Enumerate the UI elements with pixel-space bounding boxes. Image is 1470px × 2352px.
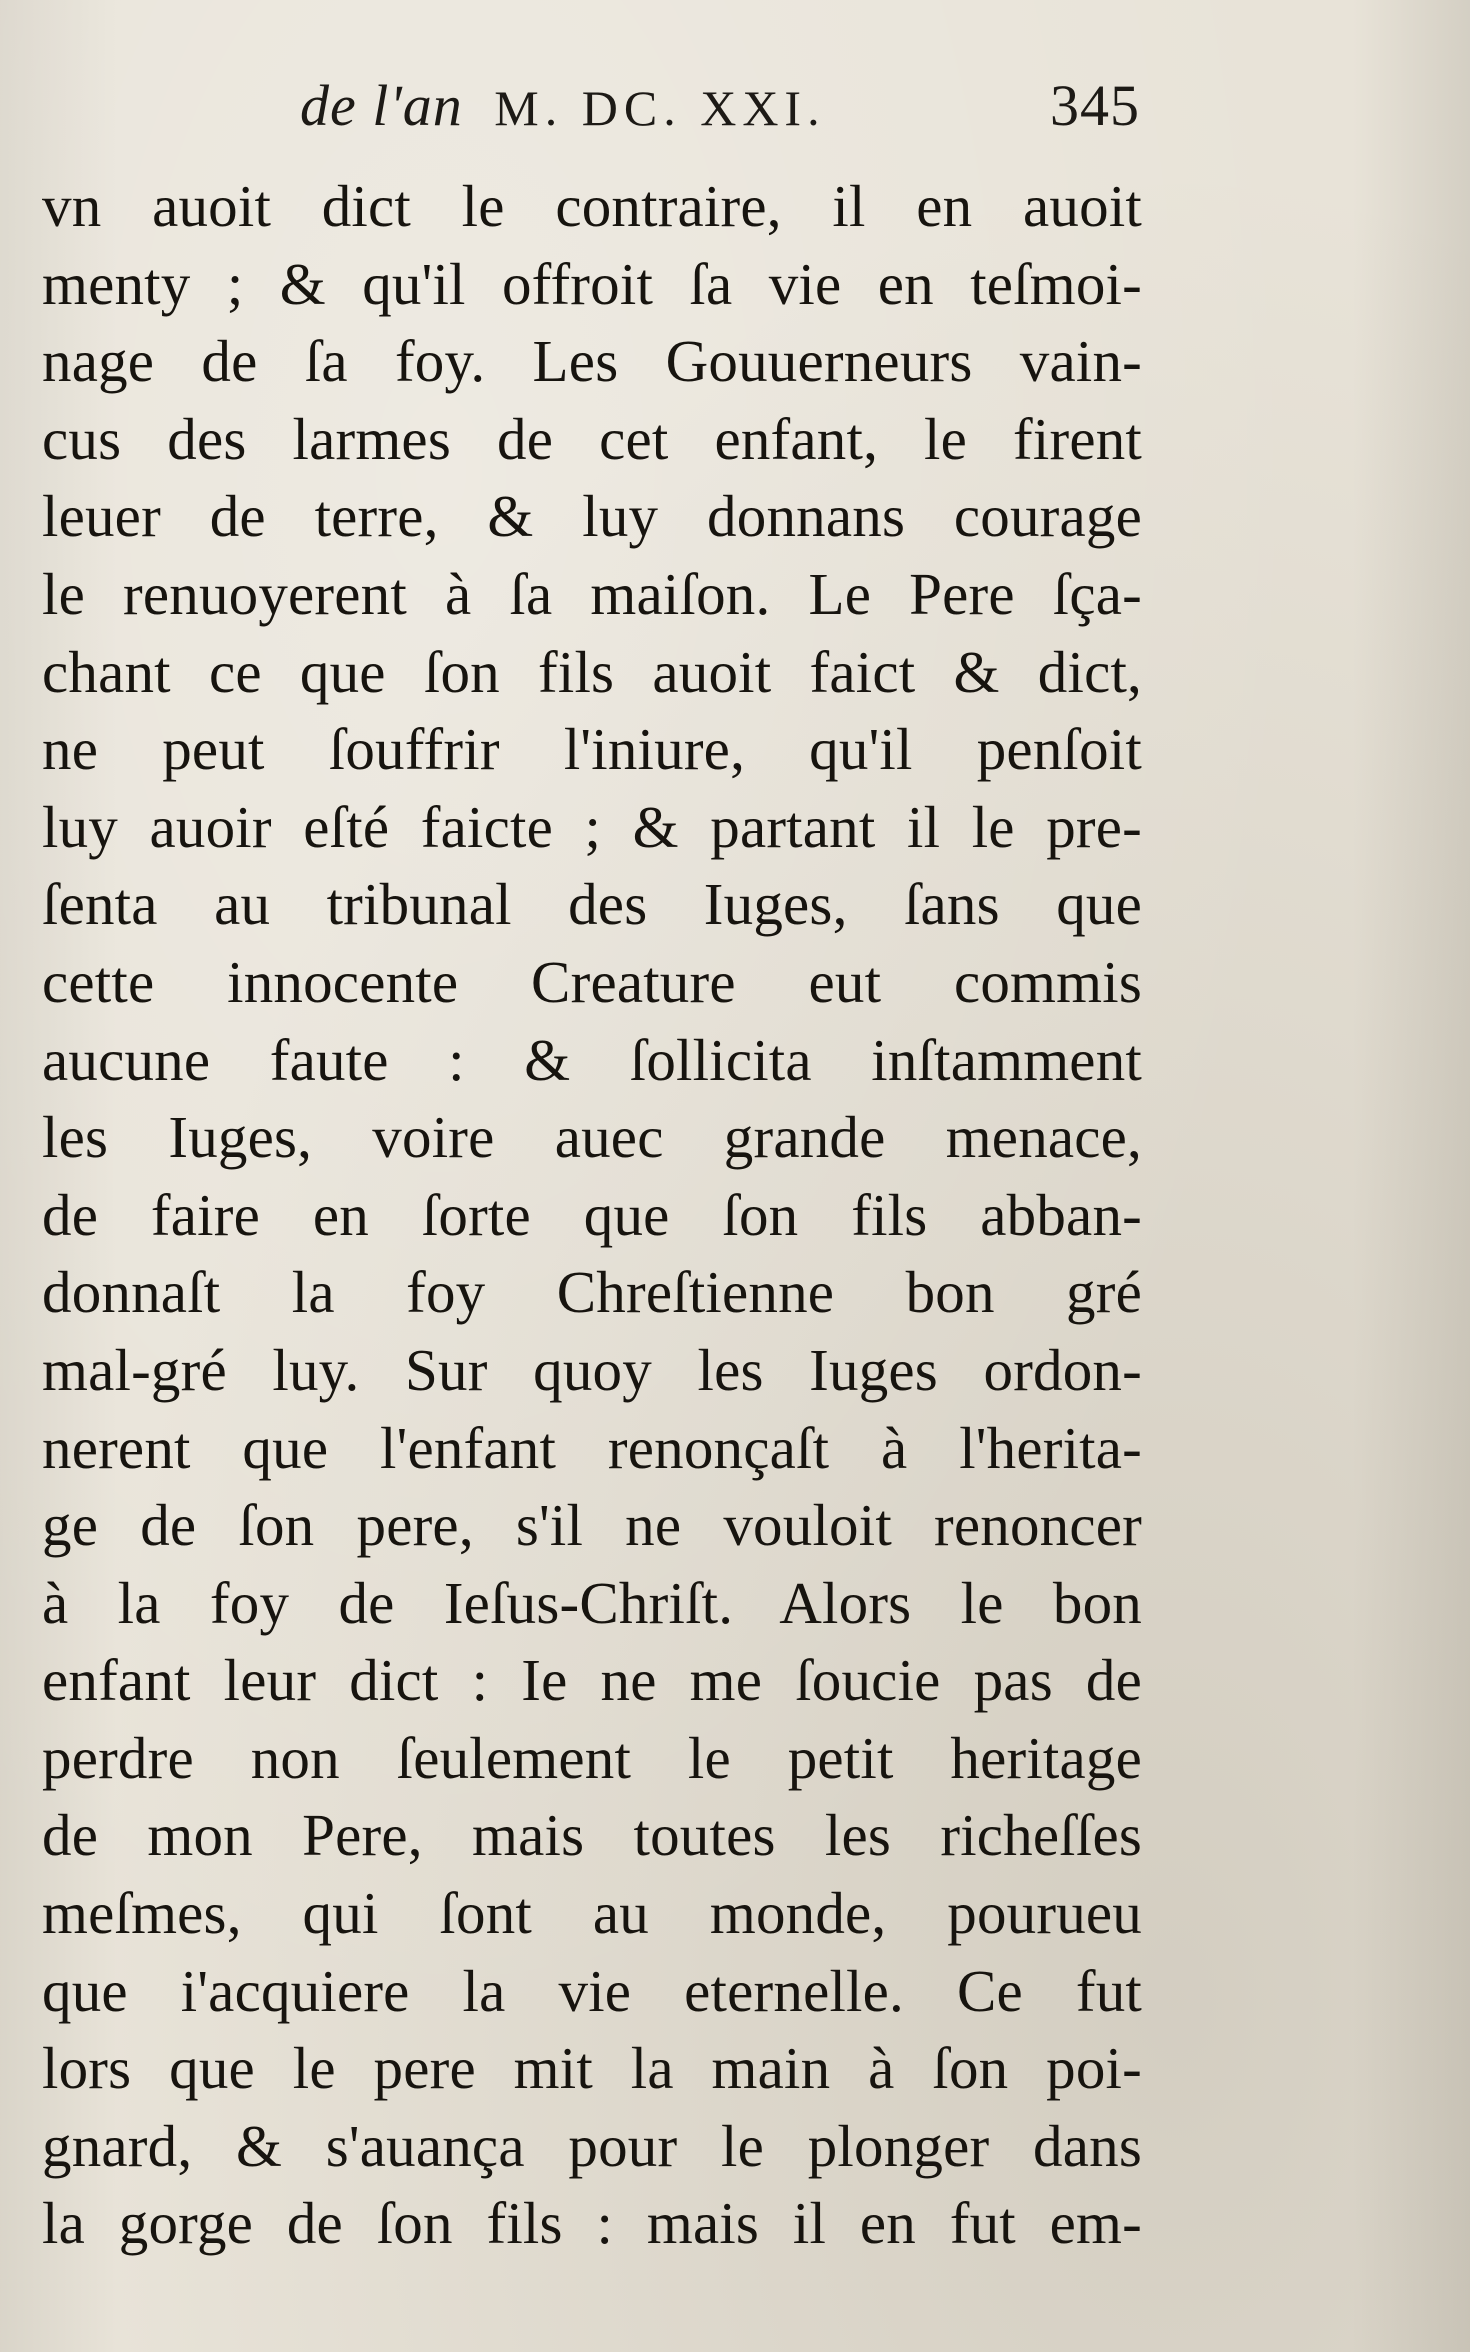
text-line: de mon Pere, mais toutes les richeſſes	[42, 1802, 1142, 1869]
text-line: ne peut ſouffrir l'iniure, qu'il penſoit	[42, 716, 1142, 783]
text-line: ſenta au tribunal des Iuges, ſans que	[42, 871, 1142, 938]
text-line: enfant leur dict : Ie ne me ſoucie pas de	[42, 1647, 1142, 1714]
text-line: donnaſt la foy Chreſtienne bon gré	[42, 1259, 1142, 1326]
text-line: cette innocente Creature eut commis	[42, 948, 1142, 1015]
text-line: ge de ſon pere, s'il ne vouloit renoncer	[42, 1492, 1142, 1559]
text-line: à la foy de Ieſus-Chriſt. Alors le bon	[42, 1569, 1142, 1636]
text-line: cus des larmes de cet enfant, le firent	[42, 405, 1142, 472]
text-line: que i'acquiere la vie eternelle. Ce fut	[42, 1957, 1142, 2024]
running-head-italic: de l'an	[300, 73, 463, 138]
running-head	[300, 72, 826, 139]
text-line: nerent que l'enfant renonçaſt à l'herita-	[42, 1414, 1142, 1481]
text-line: lors que le pere mit la main à ſon poi-	[42, 2035, 1142, 2102]
text-line: luy auoir eſté faicte ; & partant il le pre-	[42, 793, 1142, 860]
text-line: les Iuges, voire auec grande menace,	[42, 1104, 1142, 1171]
page-number: 345	[1050, 73, 1140, 138]
text-line: leuer de terre, & luy donnans courage	[42, 483, 1142, 550]
text-line: chant ce que ſon fils auoit faict & dict,	[42, 638, 1142, 705]
text-line: de faire en ſorte que ſon fils abban-	[42, 1181, 1142, 1248]
text-line: le renuoyerent à ſa maiſon. Le Pere ſça-	[42, 560, 1142, 627]
text-line: gnard, & s'auança pour le plonger dans	[42, 2112, 1142, 2179]
page-header	[300, 72, 1140, 152]
text-line: perdre non ſeulement le petit heritage	[42, 1724, 1142, 1791]
text-line: menty ; & qu'il offroit ſa vie en teſmoi-	[42, 250, 1142, 317]
text-line: meſmes, qui ſont au monde, pourueu	[42, 1880, 1142, 1947]
text-line: aucune faute : & ſollicita inſtamment	[42, 1026, 1142, 1093]
running-head-year: M. DC. XXI.	[494, 80, 826, 136]
text-line: vn auoit dict le contraire, il en auoit	[42, 173, 1142, 239]
text-line: nage de ſa foy. Les Gouuerneurs vain-	[42, 328, 1142, 395]
text-line: mal-gré luy. Sur quoy les Iuges ordon-	[42, 1336, 1142, 1403]
body-text	[42, 168, 1142, 2263]
text-line: la gorge de ſon fils : mais il en fut em-	[42, 2190, 1142, 2257]
